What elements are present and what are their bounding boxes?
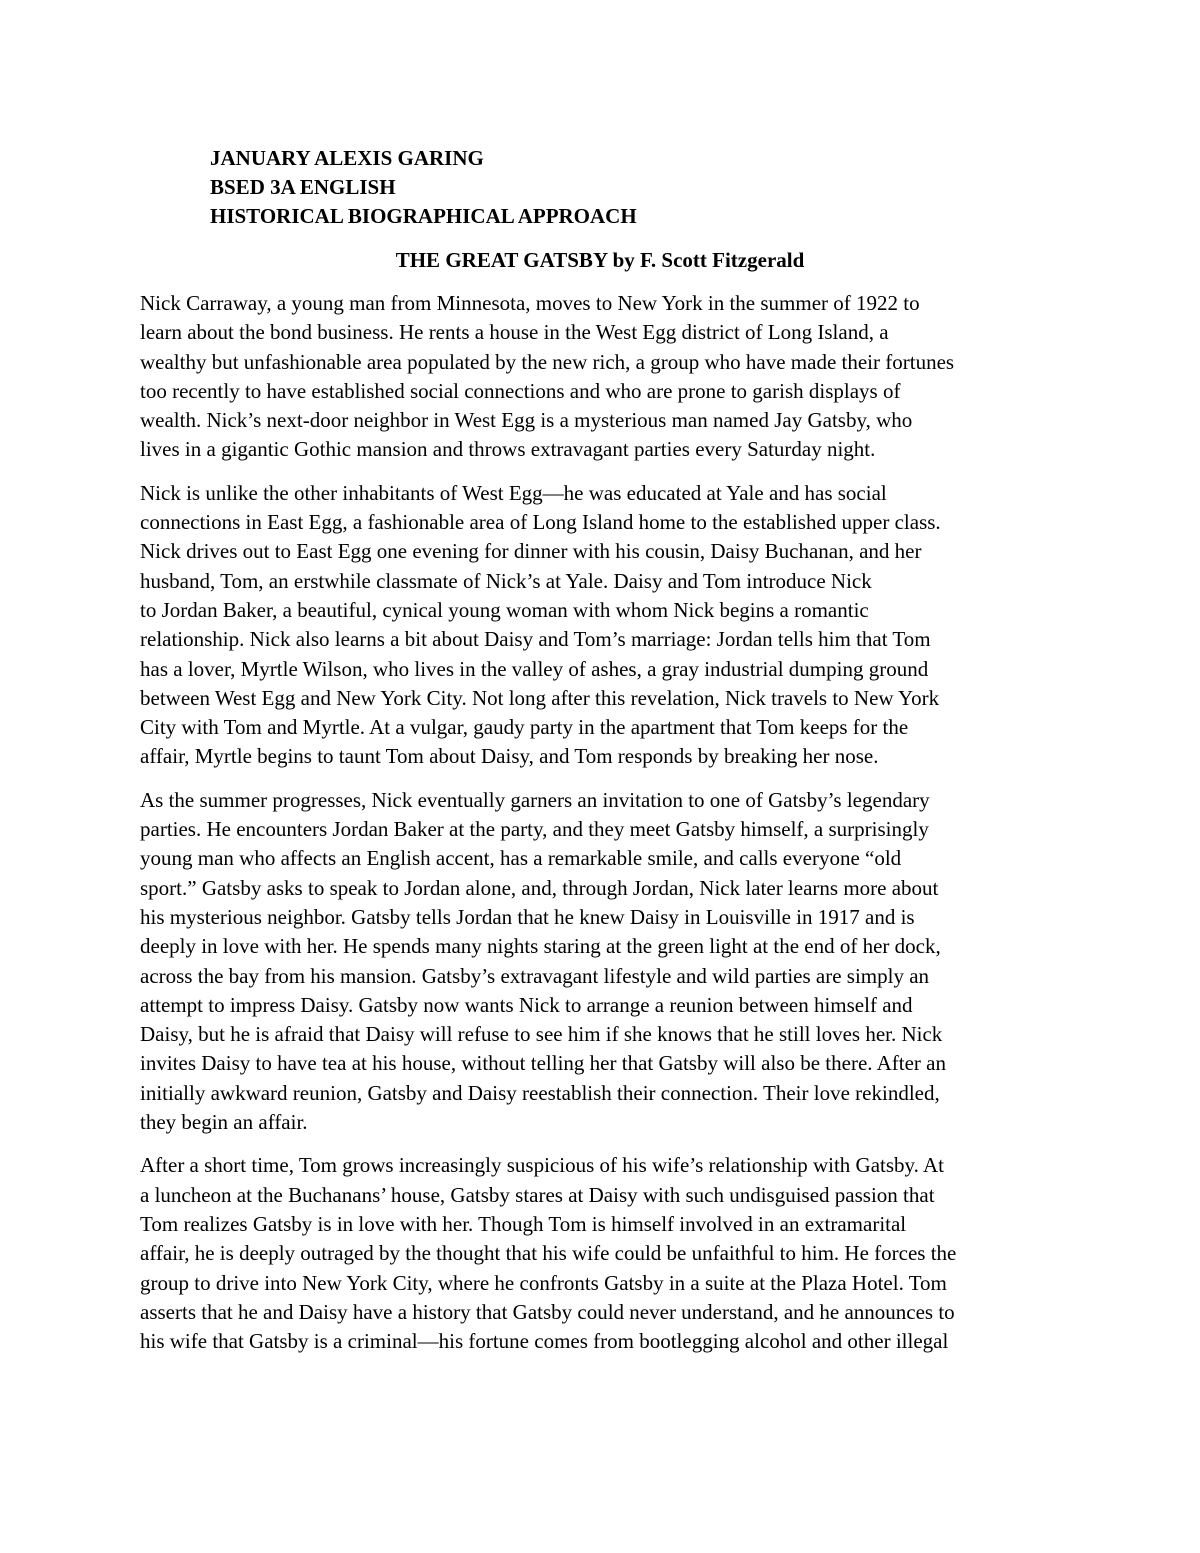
paragraph-line: between West Egg and New York City. Not long after this revelation, Nick travels to New York [140,685,940,710]
paragraph-line: Nick drives out to East Egg one evening for dinner with his cousin, Daisy Buchanan, and her [140,539,922,564]
paragraph-line: asserts that he and Daisy have a history that Gatsby could never understand, and he announces to [140,1299,955,1324]
document-title: THE GREAT GATSBY by F. Scott Fitzgerald [395,248,805,272]
paragraph-line: wealth. Nick’s next-door neighbor in West Egg is a mysterious man named Jay Gatsby, who [140,408,913,433]
paragraph [140,1151,1060,1356]
paragraph-line: attempt to impress Daisy. Gatsby now wants Nick to arrange a reunion between himself and [140,992,913,1017]
paragraph-line: Nick Carraway, a young man from Minnesota, moves to New York in the summer of 1922 to [140,291,920,315]
paragraph-line: invites Daisy to have tea at his house, without telling her that Gatsby will also be there. After an [140,1051,946,1076]
paragraph-line: affair, Myrtle begins to taunt Tom about Daisy, and Tom responds by breaking her nose. [140,744,879,769]
paragraph-line: group to drive into New York City, where he confronts Gatsby in a suite at the Plaza Hotel. Tom [140,1270,947,1295]
paragraph-line: to Jordan Baker, a beautiful, cynical young woman with whom Nick begins a romantic [140,597,869,622]
paragraph-line: husband, Tom, an erstwhile classmate of Nick’s at Yale. Daisy and Tom introduce Nick [140,568,872,593]
paragraph-line: too recently to have established social connections and who are prone to garish displays of [140,378,901,403]
paragraph-line: across the bay from his mansion. Gatsby’s extravagant lifestyle and wild parties are simply an [140,963,930,988]
paragraph-line: sport.” Gatsby asks to speak to Jordan alone, and, through Jordan, Nick later learns more about [140,875,939,900]
paragraph-line: they begin an affair. [140,1110,308,1135]
paragraph-line: a luncheon at the Buchanans’ house, Gatsby stares at Daisy with such undisguised passion that [140,1182,935,1207]
author-name: JANUARY ALEXIS GARING [210,146,484,170]
paragraph-line: affair, he is deeply outraged by the thought that his wife could be unfaithful to him. He forces the [140,1241,957,1266]
paragraph [140,289,1060,465]
approach-line: HISTORICAL BIOGRAPHICAL APPROACH [210,204,637,228]
paragraph [140,479,1060,772]
paragraph-line: Nick is unlike the other inhabitants of West Egg—he was educated at Yale and has social [140,480,887,505]
paragraph-line: has a lover, Myrtle Wilson, who lives in the valley of ashes, a gray industrial dumping ground [140,656,929,681]
paragraph-line: parties. He encounters Jordan Baker at the party, and they meet Gatsby himself, a surprisingly [140,817,929,842]
paragraph-line: lives in a gigantic Gothic mansion and throws extravagant parties every Saturday night. [140,437,876,462]
document-header [210,144,637,231]
paragraph-line: Daisy, but he is afraid that Daisy will refuse to see him if she knows that he still loves her. Nick [140,1022,943,1047]
paragraph-line: connections in East Egg, a fashionable area of Long Island home to the established upper class. [140,510,941,535]
paragraph-line: deeply in love with her. He spends many nights staring at the green light at the end of her dock, [140,934,941,959]
paragraph-line: initially awkward reunion, Gatsby and Daisy reestablish their connection. Their love rekindled, [140,1080,940,1105]
course-line: BSED 3A ENGLISH [210,175,396,199]
paragraph-line: young man who affects an English accent, has a remarkable smile, and calls everyone “old [140,846,902,871]
paragraph-line: his mysterious neighbor. Gatsby tells Jordan that he knew Daisy in Louisville in 1917 and is [140,904,915,929]
paragraph-line: learn about the bond business. He rents a house in the West Egg district of Long Island, a [140,320,889,345]
paragraph-line: wealthy but unfashionable area populated by the new rich, a group who have made their fortunes [140,349,955,374]
paragraph-line: After a short time, Tom grows increasingly suspicious of his wife’s relationship with Gatsby. At [140,1153,945,1178]
paragraph [140,786,1060,1138]
paragraph-line: relationship. Nick also learns a bit about Daisy and Tom’s marriage: Jordan tells him that Tom [140,627,931,652]
paragraph-line: his wife that Gatsby is a criminal—his fortune comes from bootlegging alcohol and other illegal [140,1329,949,1354]
paragraph-line: Tom realizes Gatsby is in love with her. Though Tom is himself involved in an extramarital [140,1211,907,1236]
document-body [140,289,1060,1370]
paragraph-line: As the summer progresses, Nick eventually garners an invitation to one of Gatsby’s legendary [140,787,930,812]
paragraph-line: City with Tom and Myrtle. At a vulgar, gaudy party in the apartment that Tom keeps for the [140,715,909,740]
